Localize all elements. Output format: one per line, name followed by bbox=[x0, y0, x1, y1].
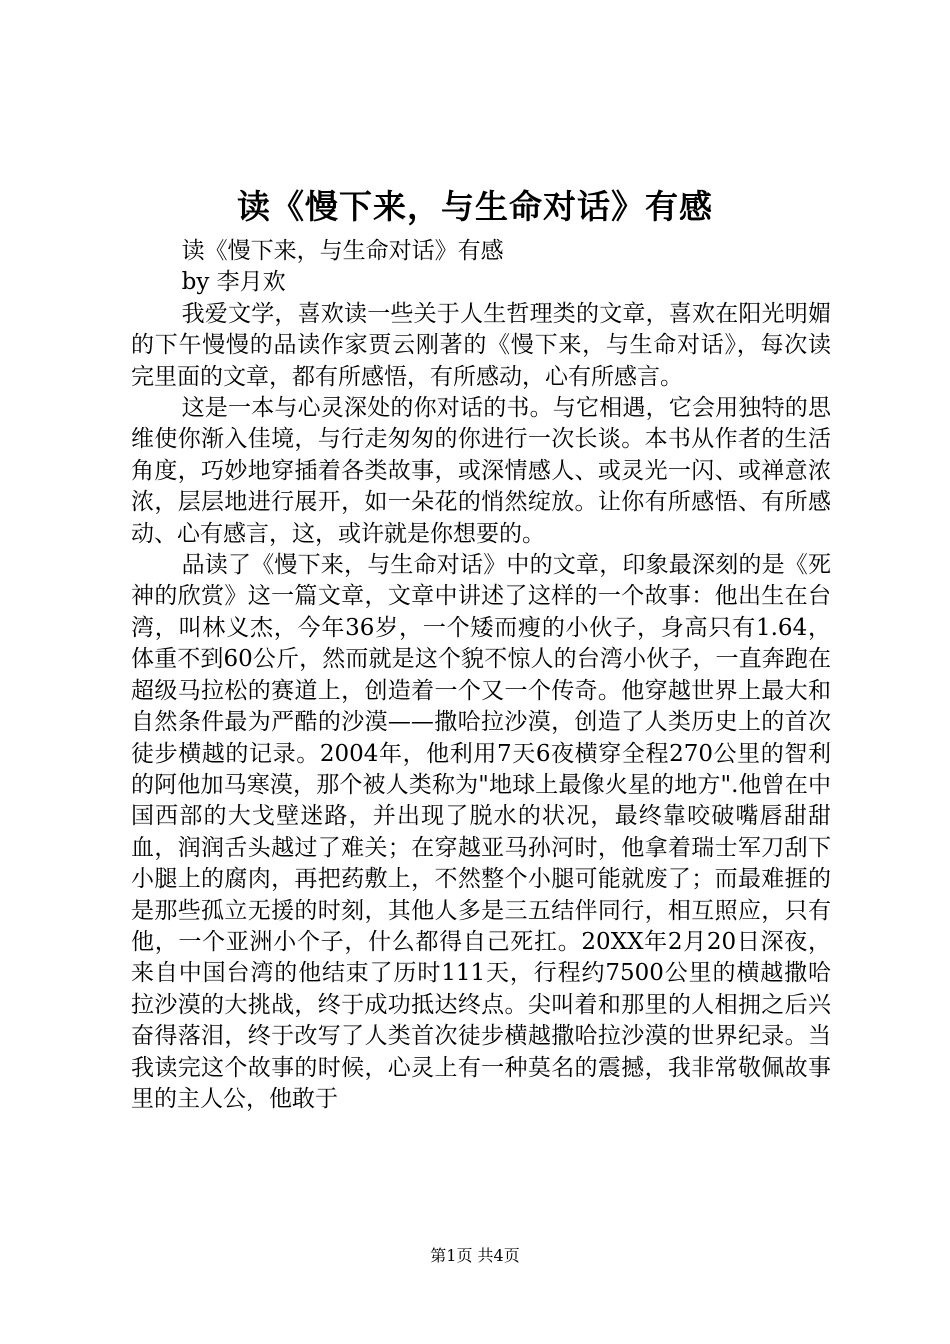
body-paragraph-2: 这是一本与心灵深处的你对话的书。与它相遇，它会用独特的思维使你渐入佳境，与行走匆匆的你进行一次长谈。本书从作者的生活角度，巧妙地穿插着各类故事，或深情感人、或灵光一闪、或禅意浓浓，层层地进行展开，如一朵花的悄然绽放。让你有所感悟、有所感动、心有感言，这，或许就是你想要的。 bbox=[131, 395, 831, 547]
subtitle-line: 读《慢下来，与生命对话》有感 bbox=[181, 238, 504, 264]
author-line: by 李月欢 bbox=[181, 269, 286, 296]
document-body bbox=[131, 236, 831, 1115]
document-title: 读《慢下来，与生命对话》有感 bbox=[237, 187, 713, 226]
body-paragraph-1: 我爱文学，喜欢读一些关于人生哲理类的文章，喜欢在阳光明媚的下午慢慢的品读作家贾云刚著的《慢下来，与生命对话》，每次读完里面的文章，都有所感悟，有所感动，心有所感言。 bbox=[131, 300, 831, 390]
page-footer: 第1页 共4页 bbox=[430, 1246, 520, 1265]
body-paragraph-3: 品读了《慢下来，与生命对话》中的文章，印象最深刻的是《死神的欣赏》这一篇文章，文章中讲述了这样的一个故事：他出生在台湾，叫林义杰，今年36岁，一个矮而瘦的小伙子，身高只有1.64，体重不到60公斤，然而就是这个貌不惊人的台湾小伙子，一直奔跑在超级马拉松的赛道上，创造着一个又一个传奇。他穿越世界上最大和自然条件最为严酷的沙漠——撒哈拉沙漠，创造了人类历史上的首次徒步横越的记录。2004年，他利用7天6夜横穿全程270公里的智利的阿他加马寒漠，那个被人类称为"地球上最像火星的地方".他曾在中国西部的大戈壁迷路，并出现了脱水的状况，最终靠咬破嘴唇甜甜血，润润舌头越过了难关；在穿越亚马孙河时，他拿着瑞士军刀刮下小腿上的腐肉，再把药敷上，不然整个小腿可能就废了；而最难捱的是那些孤立无援的时刻，其他人多是三五结伴同行，相互照应，只有他，一个亚洲小个子，什么都得自己死扛。20XX年2月20日深夜，来自中国台湾的他结束了历时111天，行程约7500公里的横越撒哈拉沙漠的大挑战，终于成功抵达终点。尖叫着和那里的人相拥之后兴奋得落泪，终于改写了人类首次徒步横越撒哈拉沙漠的世界纪录。当我读完这个故事的时候，心灵上有一种莫名的震撼，我非常敬佩故事里的主人公，他敢于 bbox=[131, 552, 831, 1112]
